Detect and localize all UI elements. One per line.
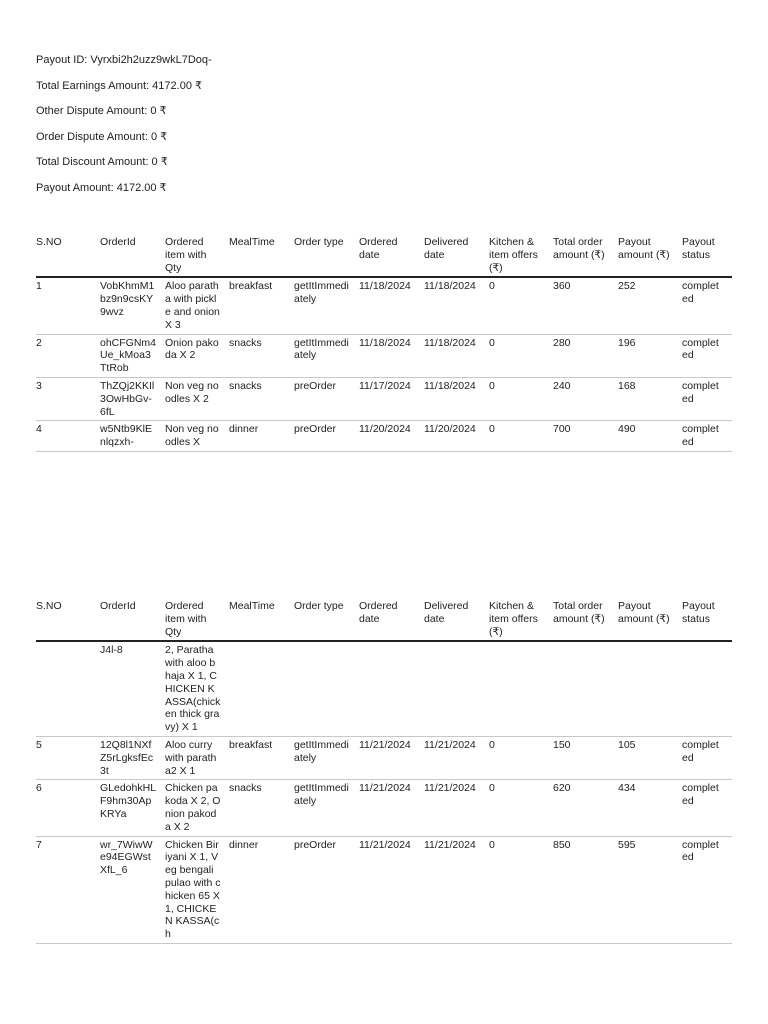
cell-ordered-items: Aloo curry with paratha2 X 1: [165, 736, 229, 779]
col-header-payout-amount: Payout amount (₹): [618, 596, 682, 641]
col-header-delivered-date: Delivered date: [424, 596, 489, 641]
cell-ordered-date: [359, 641, 424, 736]
payout-summary: [36, 54, 212, 207]
cell-payout-status: completed: [682, 780, 732, 836]
col-header-payout-status: Payout status: [682, 596, 732, 641]
col-header-order-type: Order type: [294, 232, 359, 277]
cell-order-id: wr_7WiwWe94EGWstXfL_6: [100, 836, 165, 943]
cell-order-id: GLedohkHLF9hm30ApKRYa: [100, 780, 165, 836]
cell-total-amount: 240: [553, 377, 618, 420]
col-header-ordered-items: Ordered item with Qty: [165, 232, 229, 277]
total-earnings-text: Total Earnings Amount: 4172.00 ₹: [36, 79, 202, 92]
cell-delivered-date: 11/21/2024: [424, 836, 489, 943]
cell-mealtime: dinner: [229, 421, 294, 452]
cell-sno: 3: [36, 377, 100, 420]
table-row: [36, 277, 732, 334]
cell-order-type: preOrder: [294, 421, 359, 452]
cell-ordered-date: 11/20/2024: [359, 421, 424, 452]
cell-order-id: w5Ntb9KlEnlqzxh-: [100, 421, 165, 452]
cell-order-id: ThZQj2KKIl3OwHbGv-6fL: [100, 377, 165, 420]
col-header-total-amount: Total order amount (₹): [553, 596, 618, 641]
col-header-delivered-date: Delivered date: [424, 232, 489, 277]
cell-payout-status: completed: [682, 736, 732, 779]
cell-offers: [489, 641, 553, 736]
cell-mealtime: dinner: [229, 836, 294, 943]
cell-payout-amount: 105: [618, 736, 682, 779]
order-dispute-text: Order Dispute Amount: 0 ₹: [36, 130, 168, 143]
cell-sno: 5: [36, 736, 100, 779]
cell-delivered-date: 11/21/2024: [424, 736, 489, 779]
cell-mealtime: breakfast: [229, 736, 294, 779]
cell-sno: 4: [36, 421, 100, 452]
cell-offers: 0: [489, 780, 553, 836]
cell-ordered-date: 11/18/2024: [359, 334, 424, 377]
cell-mealtime: snacks: [229, 334, 294, 377]
col-header-mealtime: MealTime: [229, 232, 294, 277]
cell-mealtime: snacks: [229, 377, 294, 420]
cell-payout-status: completed: [682, 421, 732, 452]
cell-mealtime: [229, 641, 294, 736]
cell-ordered-items: Chicken Biriyani X 1, Veg bengali pulao with chicken 65 X 1, CHICKEN KASSA(ch: [165, 836, 229, 943]
col-header-sno: S.NO: [36, 596, 100, 641]
cell-offers: 0: [489, 277, 553, 334]
col-header-total-amount: Total order amount (₹): [553, 232, 618, 277]
cell-total-amount: 850: [553, 836, 618, 943]
col-header-mealtime: MealTime: [229, 596, 294, 641]
cell-offers: 0: [489, 377, 553, 420]
payout-amount-text: Payout Amount: 4172.00 ₹: [36, 181, 167, 194]
table-row: [36, 641, 732, 736]
cell-total-amount: [553, 641, 618, 736]
cell-ordered-date: 11/21/2024: [359, 780, 424, 836]
cell-mealtime: breakfast: [229, 277, 294, 334]
cell-order-type: getItImmediately: [294, 736, 359, 779]
col-header-payout-amount: Payout amount (₹): [618, 232, 682, 277]
table-row: [36, 377, 732, 420]
cell-payout-amount: 252: [618, 277, 682, 334]
cell-offers: 0: [489, 736, 553, 779]
cell-order-id: ohCFGNm4Ue_kMoa3TtRob: [100, 334, 165, 377]
cell-ordered-items: Non veg noodles X 2: [165, 377, 229, 420]
cell-delivered-date: 11/18/2024: [424, 277, 489, 334]
other-dispute-text: Other Dispute Amount: 0 ₹: [36, 105, 167, 117]
col-header-ordered-date: Ordered date: [359, 232, 424, 277]
table-row: [36, 736, 732, 779]
total-discount-text: Total Discount Amount: 0 ₹: [36, 156, 168, 168]
table-header-row: [36, 596, 732, 641]
orders-table-page-1: [36, 232, 732, 452]
cell-ordered-items: 2, Paratha with aloo bhaja X 1, CHICKEN KASSA(chicken thick gravy) X 1: [165, 641, 229, 736]
table-body: [36, 641, 732, 943]
cell-delivered-date: [424, 641, 489, 736]
table-row: [36, 836, 732, 943]
cell-order-type: getItImmediately: [294, 780, 359, 836]
cell-order-id: VobKhmM1bz9n9csKY9wvz: [100, 277, 165, 334]
cell-payout-status: completed: [682, 836, 732, 943]
col-header-order-id: OrderId: [100, 596, 165, 641]
cell-order-type: getItImmediately: [294, 334, 359, 377]
orders-table-page-2: [36, 596, 732, 944]
cell-payout-amount: [618, 641, 682, 736]
table-row: [36, 334, 732, 377]
payout-id-text: Payout ID: Vyrxbi2h2uzz9wkL7Doq-: [36, 54, 212, 66]
table-header-row: [36, 232, 732, 277]
cell-order-type: preOrder: [294, 836, 359, 943]
cell-payout-amount: 595: [618, 836, 682, 943]
col-header-ordered-date: Ordered date: [359, 596, 424, 641]
cell-ordered-date: 11/21/2024: [359, 836, 424, 943]
cell-offers: 0: [489, 421, 553, 452]
cell-delivered-date: 11/18/2024: [424, 334, 489, 377]
cell-total-amount: 280: [553, 334, 618, 377]
cell-payout-amount: 490: [618, 421, 682, 452]
cell-payout-status: completed: [682, 334, 732, 377]
cell-payout-status: completed: [682, 377, 732, 420]
col-header-payout-status: Payout status: [682, 232, 732, 277]
cell-delivered-date: 11/20/2024: [424, 421, 489, 452]
cell-ordered-items: Chicken pakoda X 2, Onion pakoda X 2: [165, 780, 229, 836]
cell-ordered-items: Onion pakoda X 2: [165, 334, 229, 377]
col-header-order-id: OrderId: [100, 232, 165, 277]
cell-order-id: J4l-8: [100, 641, 165, 736]
col-header-ordered-items: Ordered item with Qty: [165, 596, 229, 641]
col-header-order-type: Order type: [294, 596, 359, 641]
cell-ordered-date: 11/21/2024: [359, 736, 424, 779]
cell-order-type: [294, 641, 359, 736]
cell-payout-amount: 434: [618, 780, 682, 836]
cell-total-amount: 150: [553, 736, 618, 779]
cell-payout-amount: 168: [618, 377, 682, 420]
cell-ordered-date: 11/18/2024: [359, 277, 424, 334]
cell-order-id: 12Q8l1NXfZ5rLgksfEc3t: [100, 736, 165, 779]
table-row: [36, 780, 732, 836]
col-header-sno: S.NO: [36, 232, 100, 277]
table-body: [36, 277, 732, 451]
cell-delivered-date: 11/21/2024: [424, 780, 489, 836]
cell-total-amount: 700: [553, 421, 618, 452]
cell-ordered-items: Non veg noodles X: [165, 421, 229, 452]
cell-sno: 2: [36, 334, 100, 377]
cell-ordered-date: 11/17/2024: [359, 377, 424, 420]
cell-sno: [36, 641, 100, 736]
cell-mealtime: snacks: [229, 780, 294, 836]
col-header-offers: Kitchen & item offers (₹): [489, 596, 553, 641]
cell-payout-status: completed: [682, 277, 732, 334]
cell-order-type: preOrder: [294, 377, 359, 420]
cell-delivered-date: 11/18/2024: [424, 377, 489, 420]
cell-offers: 0: [489, 836, 553, 943]
cell-offers: 0: [489, 334, 553, 377]
cell-sno: 7: [36, 836, 100, 943]
cell-sno: 6: [36, 780, 100, 836]
cell-total-amount: 360: [553, 277, 618, 334]
cell-payout-amount: 196: [618, 334, 682, 377]
cell-ordered-items: Aloo paratha with pickle and onion X 3: [165, 277, 229, 334]
table-row: [36, 421, 732, 452]
col-header-offers: Kitchen & item offers (₹): [489, 232, 553, 277]
cell-sno: 1: [36, 277, 100, 334]
cell-payout-status: [682, 641, 732, 736]
cell-total-amount: 620: [553, 780, 618, 836]
cell-order-type: getItImmediately: [294, 277, 359, 334]
